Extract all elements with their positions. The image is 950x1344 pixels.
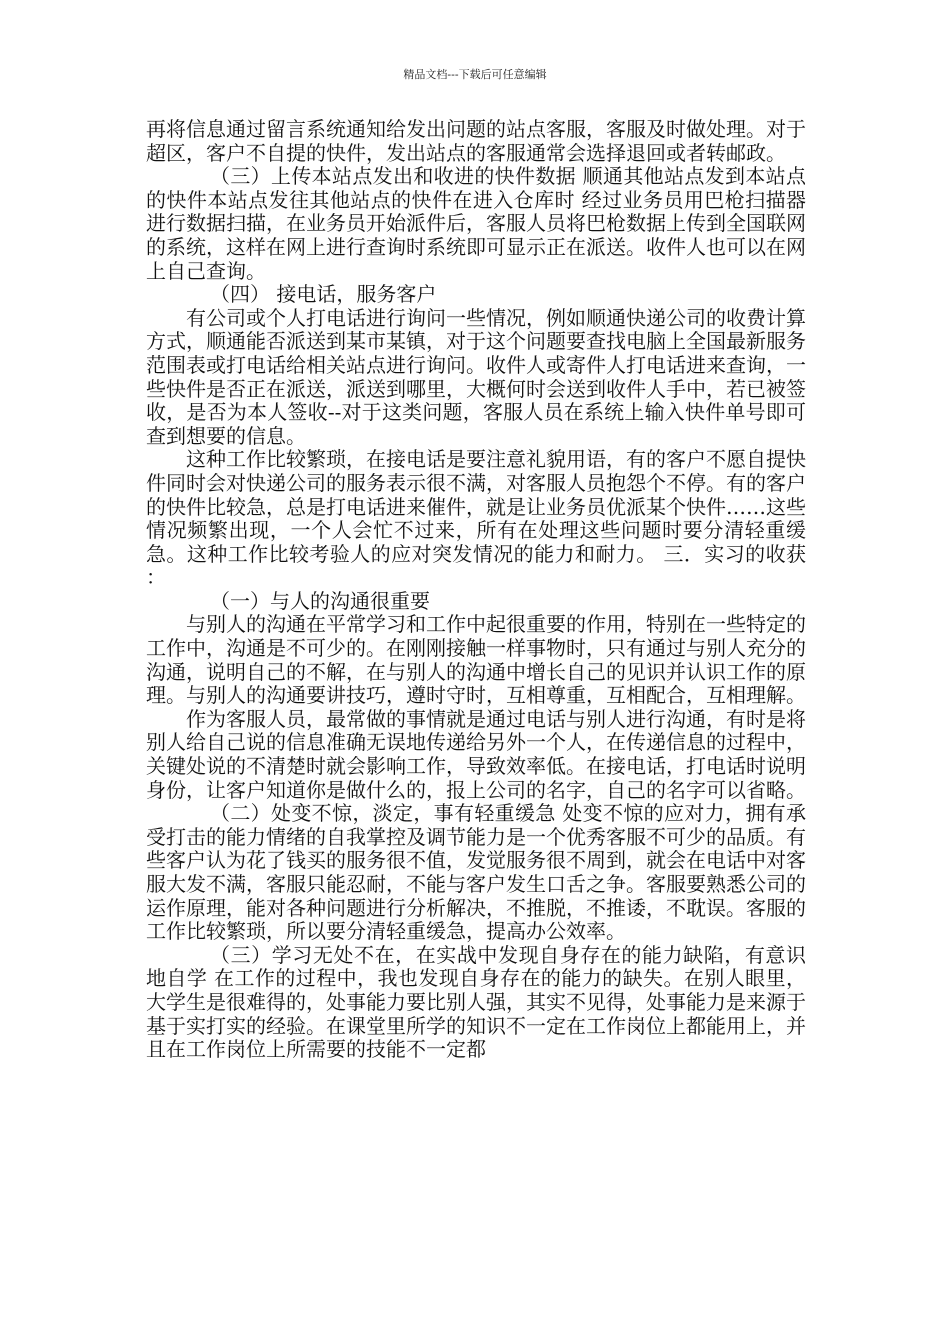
paragraph: （二）处变不惊，淡定，事有轻重缓急 处变不惊的应对力，拥有承受打击的能力情绪的自我掌控及调节能力是一个优秀客服不可少的品质。有些客户认为花了钱买的服务很不值，发觉服务很不周到，就会在电话中对客服大发不满，客服只能忍耐，不能与客户发生口舌之争。客服要熟悉公司的运作原理，能对各种问题进行分析解决，不推脱，不推诿，不耽误。客服的工作比较繁琐，所以要分清轻重缓急，提高办公效率。 (146, 801, 806, 944)
page-header: 精品文档---下载后可任意编辑 (403, 68, 547, 81)
paragraph: 作为客服人员，最常做的事情就是通过电话与别人进行沟通，有时是将别人给自己说的信息准确无误地传递给另外一个人，在传递信息的过程中，关键处说的不清楚时就会影响工作，导致效率低。在接电话，打电话时说明身份，让客户知道你是做什么的，报上公司的名字，自己的名字可以省略。 (146, 706, 806, 802)
paragraph: （三）上传本站点发出和收进的快件数据 顺通其他站点发到本站点的快件本站点发往其他站点的快件在进入仓库时 经过业务员用巴枪扫描器进行数据扫描，在业务员开始派件后，客服人员将巴枪数据上传到全国联网的系统，这样在网上进行查询时系统即可显示正在派送。收件人也可以在网上自己查询。 (146, 164, 806, 283)
document-body (146, 118, 806, 1062)
paragraph: 有公司或个人打电话进行询问一些情况，例如顺通快递公司的收费计算方式，顺通能否派送到某市某镇，对于这个问题要查找电脑上全国最新服务范围表或打电话给相关站点进行询问。收件人或寄件人打电话进来查询，一些快件是否正在派送，派送到哪里，大概何时会送到收件人手中，若已被签收，是否为本人签收--对于这类问题，客服人员在系统上输入快件单号即可查到想要的信息。 (146, 305, 806, 448)
paragraph: 再将信息通过留言系统通知给发出问题的站点客服，客服及时做处理。对于超区，客户不自提的快件，发出站点的客服通常会选择退回或者转邮政。 (146, 117, 806, 165)
paragraph: 这种工作比较繁琐，在接电话是要注意礼貌用语，有的客户不愿自提快件同时会对快递公司的服务表示很不满，对客服人员抱怨个不停。有的客户的快件比较急，总是打电话进来催件，就是让业务员优派某个快件……这些情况频繁出现，一个人会忙不过来，所有在处理这些问题时要分清轻重缓急。这种工作比较考验人的应对突发情况的能力和耐力。 三．实习的收获 ： (146, 447, 806, 590)
section-heading: （一）与人的沟通很重要 (210, 588, 430, 613)
paragraph: 与别人的沟通在平常学习和工作中起很重要的作用，特别在一些特定的工作中，沟通是不可少的。在刚刚接触一样事物时，只有通过与别人充分的沟通，说明自己的不解，在与别人的沟通中增长自己的见识并认识工作的原理。与别人的沟通要讲技巧，遵时守时，互相尊重，互相配合，互相理解。 (146, 612, 806, 708)
section-heading: （四） 接电话，服务客户 (210, 282, 437, 307)
paragraph: （三）学习无处不在，在实战中发现自身存在的能力缺陷，有意识地自学 在工作的过程中，我也发现自身存在的能力的缺失。在别人眼里，大学生是很难得的，处事能力要比别人强，其实不见得，处事能力是来源于基于实打实的经验。在课堂里所学的知识不一定在工作岗位上都能用上，并且在工作岗位上所需要的技能不一定都 (146, 942, 806, 1062)
